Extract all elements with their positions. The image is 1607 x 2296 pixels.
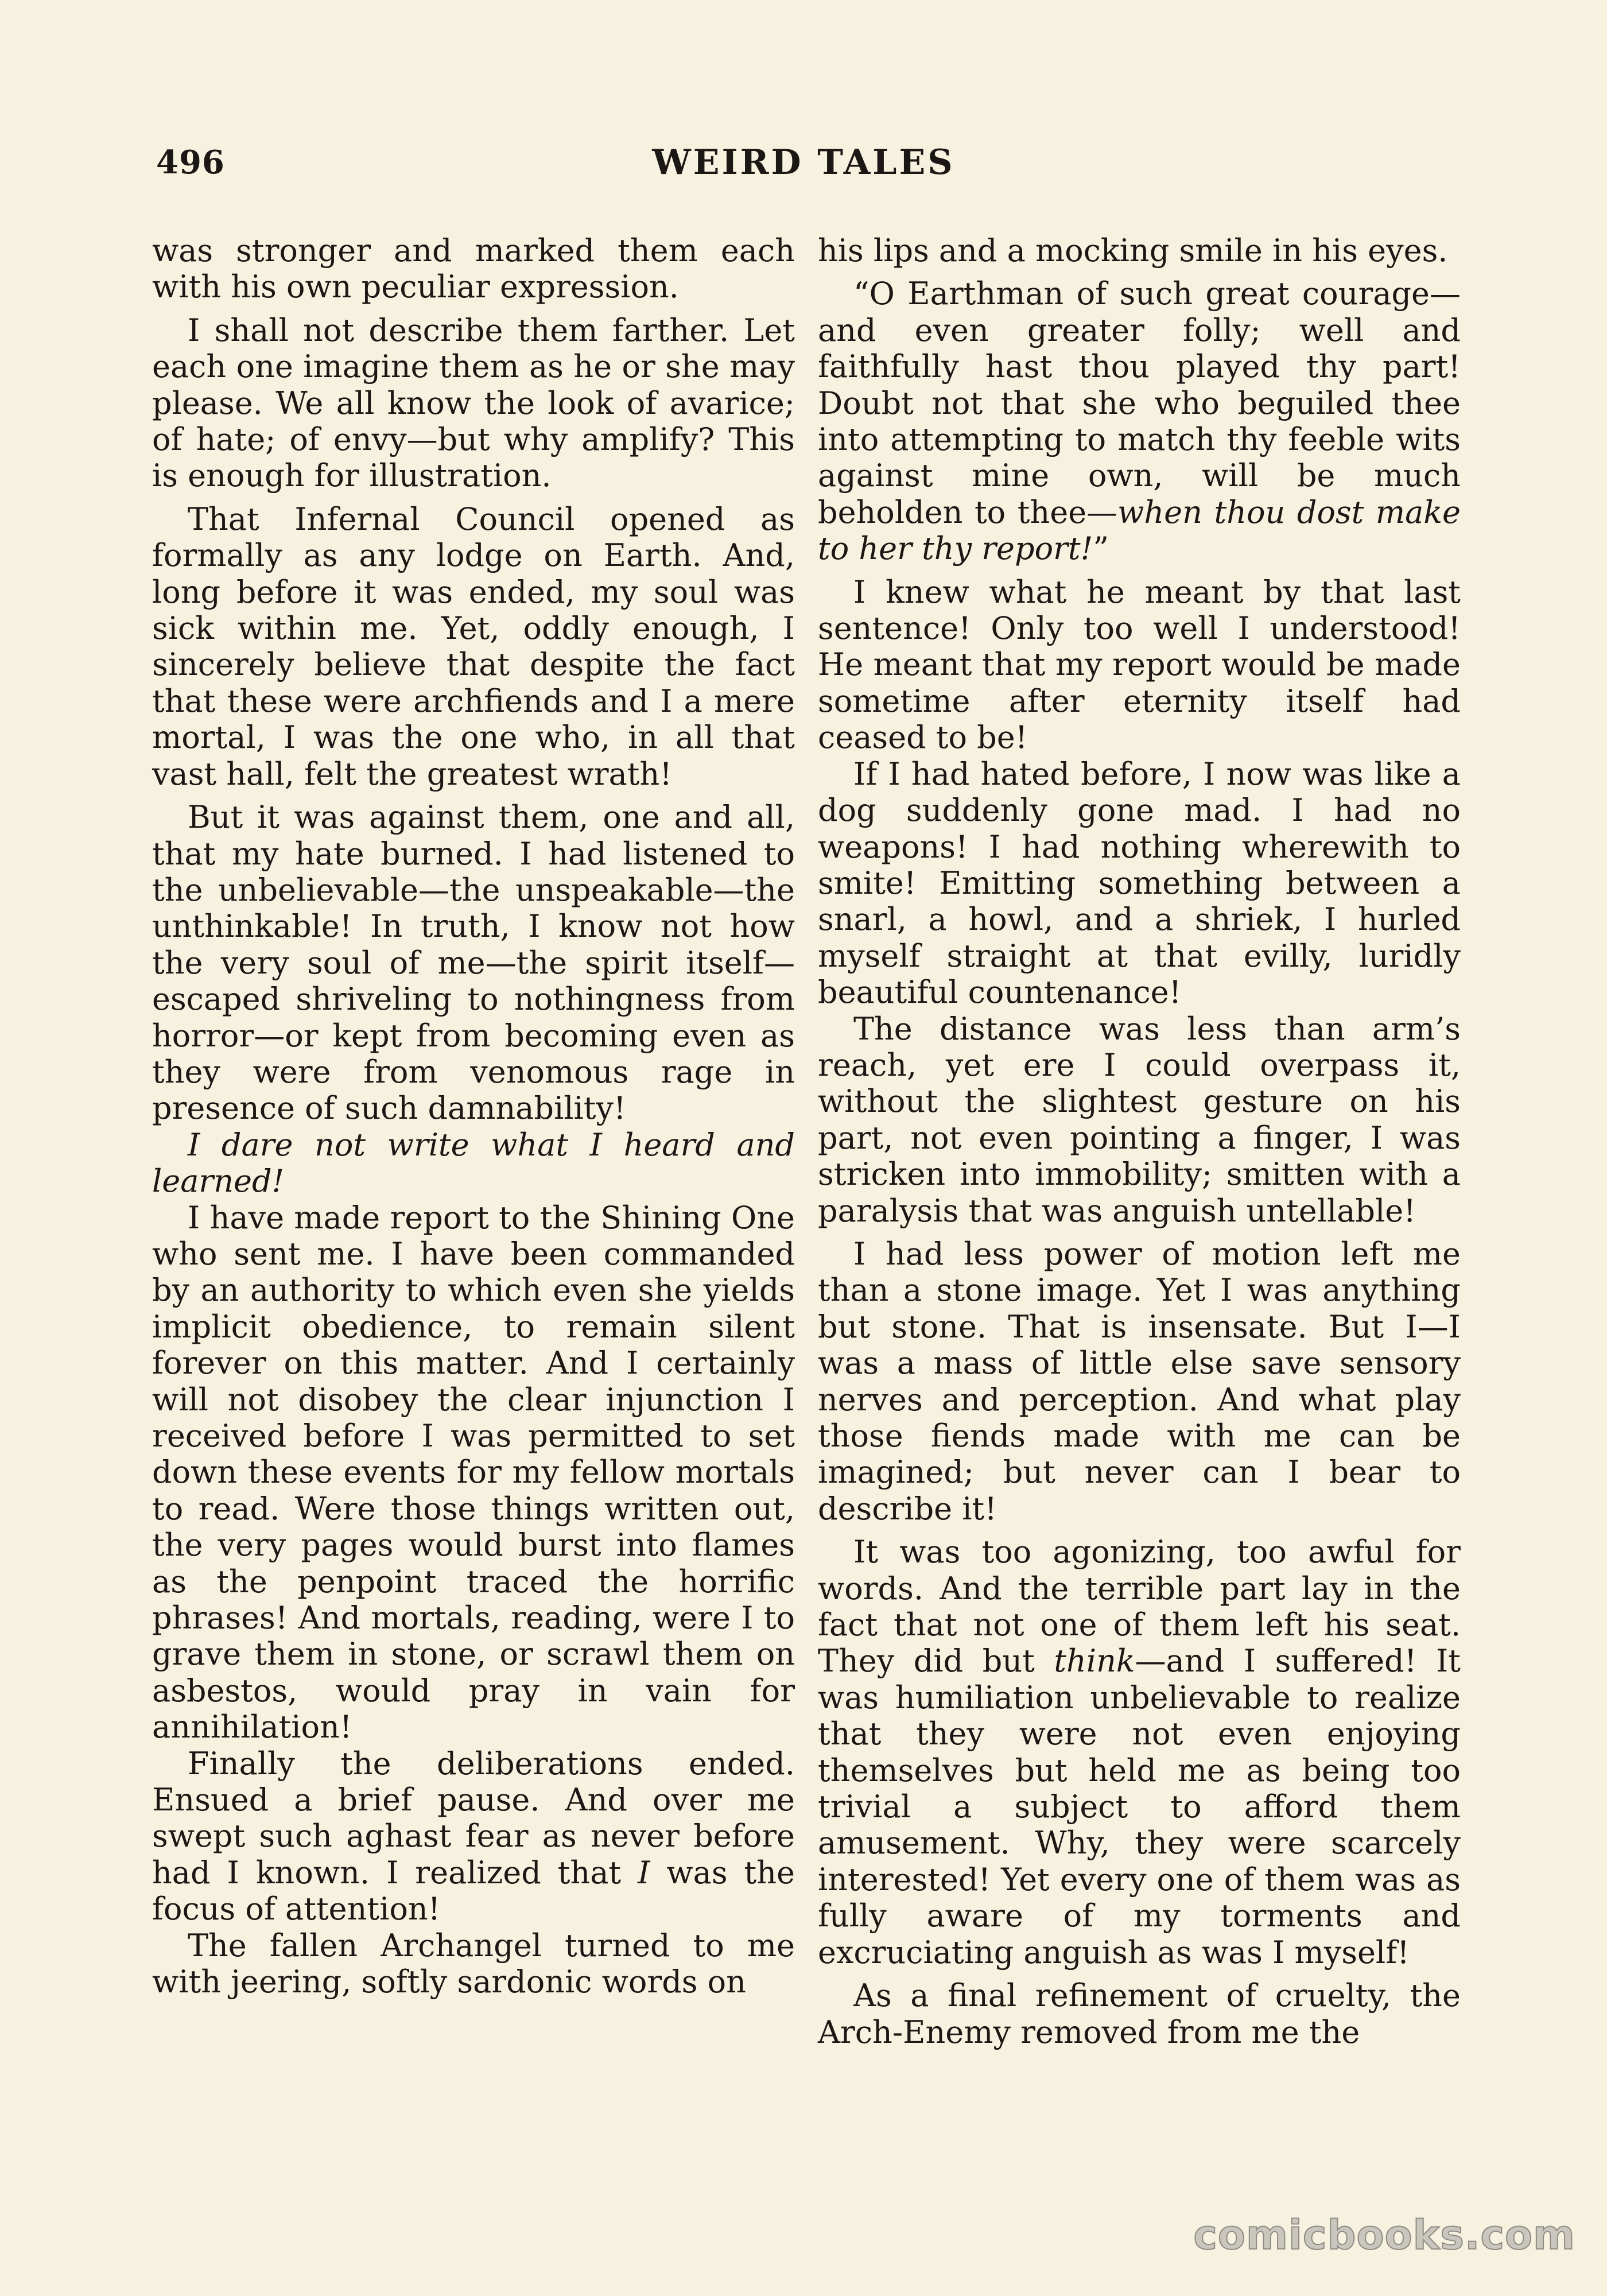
left-column (152, 232, 795, 2000)
paragraph: That Infernal Council opened as formally as any lodge on Earth. And, long before it was ended, my soul was sick within me. Yet, oddly enough, I sincerely believe that despite the fact that these were archfiends and I a mere mortal, I was the one who, in all that vast hall, felt the greatest wrath! (152, 501, 795, 792)
paragraph: But it was against them, one and all, that my hate burned. I had listened to the unbelievable—the unspeakable—the unthinkable! In truth, I know not how the very soul of me—the spirit itself—escaped shriveling to nothingness from horror—or kept from becoming even as they were from venomous rage in presence of such damnability! (152, 799, 795, 1127)
page-number: 496 (156, 144, 225, 181)
text-run: It was too agonizing, too awful for words. And the terrible part lay in the fact that not one of them left his seat. They did but (818, 1534, 1461, 1680)
italic-text: I dare not write what I heard and learned! (152, 1126, 795, 1200)
paragraph: The fallen Archangel turned to me with jeering, softly sardonic words on (152, 1927, 795, 2000)
text-run: “O Earthman of such great courage—and even greater folly; well and faithfully hast thou played thy part! Doubt not that she who beguiled thee into attempting to match thy feeble wits against mine own, will be much beholden to thee— (818, 276, 1461, 530)
text-run: Finally the deliberations ended. Ensued a brief pause. And over me swept such aghast fear as never before had I known. I realized that (152, 1745, 795, 1891)
paragraph (818, 276, 1461, 567)
paragraph (818, 1534, 1461, 1971)
text-run: —and I suffered! It was humiliation unbelievable to realize that they were not even enjoying themselves but held me as being too trivial a subject to afford them amusement. Why, they were scarcely interested! Yet every one of them was as fully aware of my torments and excruciating anguish as was I myself! (818, 1643, 1461, 1971)
paragraph: If I had hated before, I now was like a dog suddenly gone mad. I had no weapons! I had nothing wherewith to smite! Emitting something between a snarl, a howl, and a shriek, I hurled myself straight at that evilly, luridly beautiful countenance! (818, 755, 1461, 1011)
paragraph: I have made report to the Shining One who sent me. I have been commanded by an authority to which even she yields implicit obedience, to remain silent forever on this matter. And I certainly will not disobey the clear injunction I received before I was permitted to set down these events for my fellow mortals to read. Were those things written out, the very pages would burst into flames as the penpoint traced the horrific phrases! And mortals, reading, were I to grave them in stone, or scrawl them on asbestos, would pray in vain for annihilation! (152, 1199, 795, 1746)
paragraph: I shall not describe them farther. Let each one imagine them as he or she may please. We all know the look of avarice; of hate; of envy—but why amplify? This is enough for illustration. (152, 312, 795, 494)
paragraph (152, 1746, 795, 1927)
paragraph-italic (152, 1127, 795, 1200)
paragraph: I knew what he meant by that last sentence! Only too well I understood! He meant that my report would be made sometime after eternity itself had ceased to be! (818, 573, 1461, 756)
running-title: WEIRD TALES (652, 142, 955, 183)
paragraph: As a final refinement of cruelty, the Arch-Enemy removed from me the (818, 1977, 1461, 2050)
paragraph: The distance was less than arm’s reach, yet ere I could overpass it, without the slightest gesture on his part, not even pointing a finger, I was stricken into immobility; smitten with a paralysis that was anguish untellable! (818, 1010, 1461, 1229)
italic-text: think (1054, 1643, 1135, 1680)
paragraph: I had less power of motion left me than a stone image. Yet I was anything but stone. That is insensate. But I—I was a mass of little else save sensory nerves and perception. And what play those fiends made with me can be imagined; but never can I bear to describe it! (818, 1235, 1461, 1527)
watermark: comicbooks.com (1193, 2212, 1575, 2259)
italic-text: I (638, 1854, 650, 1891)
text-run: ” (1093, 530, 1109, 567)
right-column (818, 232, 1461, 2050)
paragraph: his lips and a mocking smile in his eyes. (818, 232, 1448, 269)
italic-text: when thou dost make to her thy report! (818, 494, 1461, 567)
paragraph: was stronger and marked them each with his own peculiar expression. (152, 232, 795, 305)
text-run: was the focus of attention! (152, 1854, 795, 1927)
